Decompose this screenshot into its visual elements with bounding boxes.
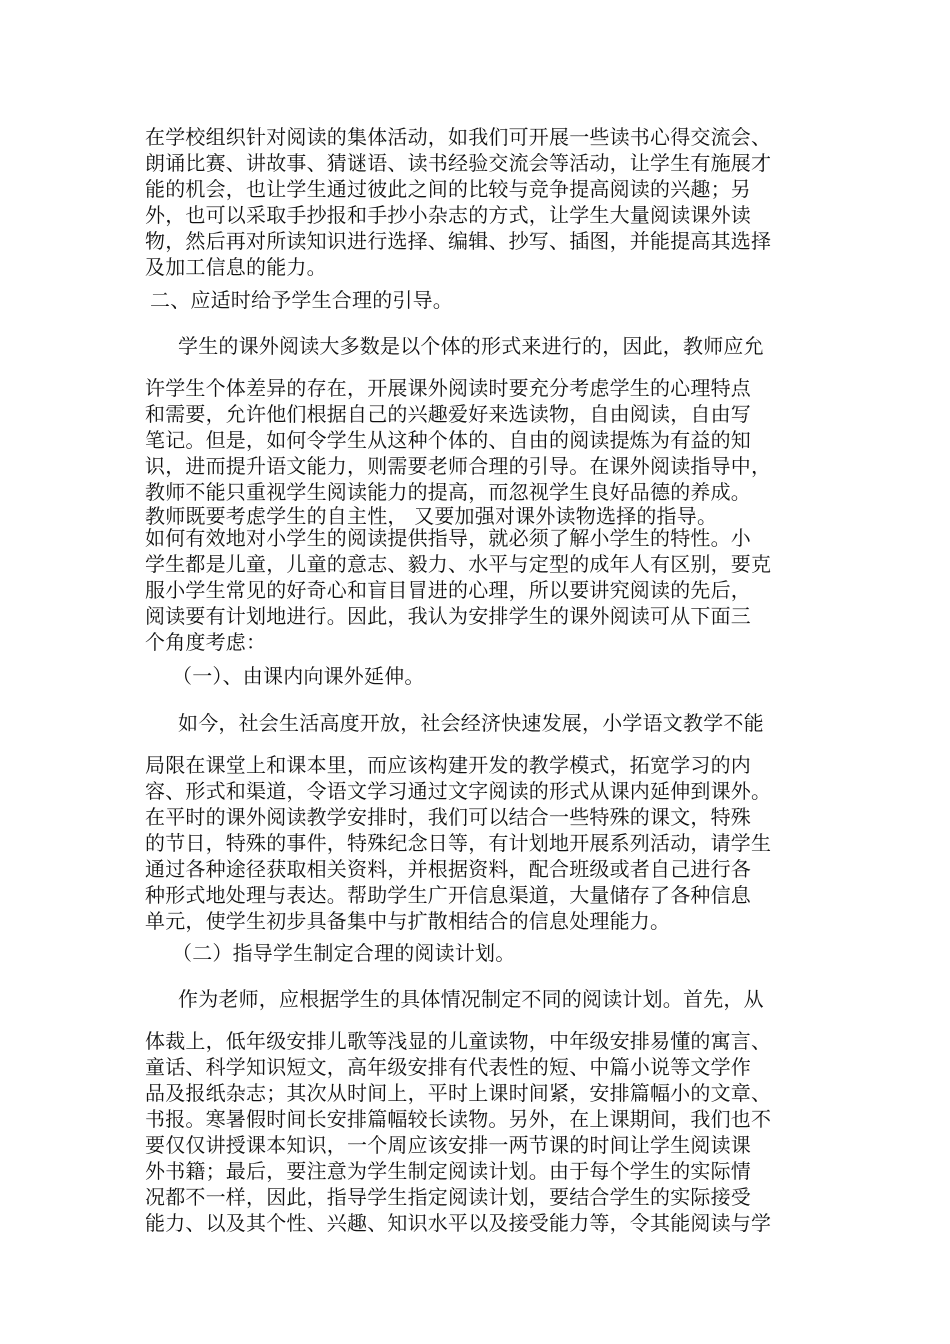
paragraph-line: 的节日，特殊的事件，特殊纪念日等，有计划地开展系列活动，请学生 — [145, 831, 772, 855]
paragraph-line: 笔记。但是，如何令学生从这种个体的、自由的阅读提炼为有益的知 — [145, 428, 751, 452]
paragraph-line: 外书籍；最后，要注意为学生制定阅读计划。由于每个学生的实际情 — [145, 1159, 751, 1183]
paragraph-line: 要仅仅讲授课本知识，一个周应该安排一两节课的时间让学生阅读课 — [145, 1133, 751, 1157]
paragraph-line: 体裁上，低年级安排儿歌等浅显的儿童读物，中年级安排易懂的寓言、 — [145, 1029, 772, 1053]
paragraph-line: 阅读要有计划地进行。因此，我认为安排学生的课外阅读可从下面三 — [145, 604, 751, 628]
paragraph-line: 教师不能只重视学生阅读能力的提高，而忽视学生良好品德的养成。 — [145, 480, 751, 504]
paragraph-line: 在学校组织针对阅读的集体活动，如我们可开展一些读书心得交流会、 — [145, 125, 772, 149]
paragraph-line: 容、形式和渠道，令语文学习通过文字阅读的形式从课内延伸到课外。 — [145, 779, 772, 803]
paragraph-line: 学生都是儿童，儿童的意志、毅力、水平与定型的成年人有区别，要克 — [145, 552, 772, 576]
paragraph-line: 朗诵比赛、讲故事、猜谜语、读书经验交流会等活动，让学生有施展才 — [145, 151, 772, 175]
paragraph-first-line: 作为老师，应根据学生的具体情况制定不同的阅读计划。首先，从 — [178, 987, 764, 1011]
paragraph-line: 及加工信息的能力。 — [145, 255, 327, 279]
paragraph-line: 通过各种途径获取相关资料，并根据资料，配合班级或者自己进行各 — [145, 857, 751, 881]
paragraph-line: 单元，使学生初步具备集中与扩散相结合的信息处理能力。 — [145, 909, 671, 933]
paragraph-line: 如何有效地对小学生的阅读提供指导，就必须了解小学生的特性。小 — [145, 526, 751, 550]
paragraph-line: 和需要，允许他们根据自己的兴趣爱好来选读物，自由阅读，自由写 — [145, 402, 751, 426]
paragraph-line: 局限在课堂上和课本里，而应该构建开发的教学模式，拓宽学习的内 — [145, 753, 751, 777]
paragraph-first-line: 学生的课外阅读大多数是以个体的形式来进行的，因此，教师应允 — [178, 334, 764, 358]
paragraph-line: 外，也可以采取手抄报和手抄小杂志的方式，让学生大量阅读课外读 — [145, 203, 751, 227]
paragraph-first-line: 如今，社会生活高度开放，社会经济快速发展，小学语文教学不能 — [178, 711, 764, 735]
paragraph-line: 教师既要考虑学生的自主性， 又要加强对课外读物选择的指导。 — [145, 504, 718, 528]
paragraph-line: 物，然后再对所读知识进行选择、编辑、抄写、插图，并能提高其选择 — [145, 229, 772, 253]
subsection-heading: （一）、由课内向课外延伸。 — [172, 664, 425, 688]
paragraph-line: 童话、科学知识短文，高年级安排有代表性的短、中篇小说等文学作 — [145, 1055, 751, 1079]
section-heading: 二、应适时给予学生合理的引导。 — [150, 288, 453, 312]
paragraph-line: 能的机会，也让学生通过彼此之间的比较与竞争提高阅读的兴趣；另 — [145, 177, 751, 201]
paragraph-line: 在平时的课外阅读教学安排时，我们可以结合一些特殊的课文，特殊 — [145, 805, 751, 829]
paragraph-line: 能力、以及其个性、兴趣、知识水平以及接受能力等，令其能阅读与学 — [145, 1211, 772, 1235]
paragraph-line: 况都不一样，因此，指导学生指定阅读计划，要结合学生的实际接受 — [145, 1185, 751, 1209]
paragraph-line: 许学生个体差异的存在，开展课外阅读时要充分考虑学生的心理特点 — [145, 376, 751, 400]
paragraph-line: 个角度考虑： — [145, 630, 267, 654]
paragraph-line: 服小学生常见的好奇心和盲目冒进的心理，所以要讲究阅读的先后， — [145, 578, 751, 602]
paragraph-line: 书报。寒暑假时间长安排篇幅较长读物。另外，在上课期间，我们也不 — [145, 1107, 772, 1131]
subsection-heading: （二）指导学生制定合理的阅读计划。 — [172, 941, 516, 965]
paragraph-line: 种形式地处理与表达。帮助学生广开信息渠道，大量储存了各种信息 — [145, 883, 751, 907]
paragraph-line: 识，进而提升语文能力，则需要老师合理的引导。在课外阅读指导中， — [145, 454, 772, 478]
paragraph-line: 品及报纸杂志；其次从时间上，平时上课时间紧，安排篇幅小的文章、 — [145, 1081, 772, 1105]
